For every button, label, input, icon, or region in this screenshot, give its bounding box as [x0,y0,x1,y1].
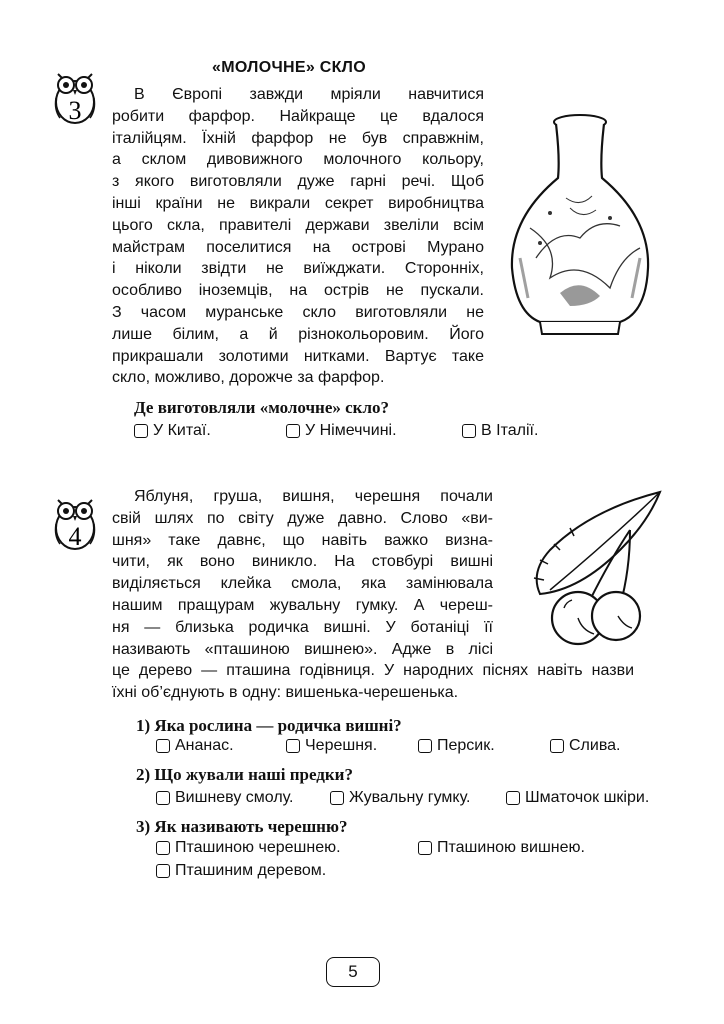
text-line: прикрашали золотими нитками. Вартує таке [112,347,484,365]
text-line: свій шлях по світу дуже давно. Слово «ви- [112,509,493,527]
question-3: Де виготовляли «молочне» скло? [134,398,390,417]
page-number: 5 [326,957,380,987]
text-line: з якого виготовляли дуже гарні речі. Щоб [112,173,484,191]
checkbox-icon[interactable] [134,424,148,438]
checkbox-icon[interactable] [286,424,300,438]
checkbox-icon[interactable] [156,739,170,753]
owl-number: 4 [68,522,82,550]
q4-3-option[interactable] [156,839,341,857]
text-line: особливо іноземців, на острів не пускали. [112,282,484,300]
question-4-2: 2) Що жували наші предки? [136,765,353,784]
q4-3-option[interactable] [418,839,585,857]
owl-number-icon [52,68,98,124]
text-line: шня» таке давнє, що навіть важко визна- [112,531,493,549]
checkbox-icon[interactable] [286,739,300,753]
checkbox-icon[interactable] [330,791,344,805]
option-label: Вишневу смолу. [175,789,294,806]
option-label: Пташиним деревом. [175,862,327,879]
text-line: Яблуня, груша, вишня, черешня почали [134,488,493,505]
option-label: У Німеччині. [305,422,397,439]
text-line: скло, можливо, дорожче за фарфор. [112,369,385,387]
option-label: Пташиною вишнею. [437,839,585,856]
q4-1-option[interactable] [550,737,621,755]
checkbox-icon[interactable] [418,739,432,753]
text-line: італійцям. Їхній фарфор не був справжнім, [112,129,484,147]
text-line: робити фарфор. Найкраще це вдалося [112,107,484,125]
checkbox-icon[interactable] [156,864,170,878]
text-line: В Європі завжди мріяли навчитися [134,86,484,103]
text-line: чити, як воно виникло. На стовбурі вишні [112,553,493,571]
cherry-illustration [520,490,670,650]
owl-number-icon [52,494,98,550]
q4-2-option[interactable] [330,789,470,807]
text-line: це дерево — пташина годівниця. У народних піснях навіть назви [112,662,634,680]
text-line: інші країни не викрали секрет виробництва [112,195,484,212]
owl-number: 3 [68,96,82,124]
text-line: нашим пращурам жувальну гумку. А череш- [112,597,493,614]
q4-2-option[interactable] [156,789,294,807]
text-line: називають «пташиною вишнею». Адже в лісі [112,640,493,658]
option-label: Ананас. [175,737,234,754]
q4-1-option[interactable] [156,737,234,755]
option-label: Шматочок шкіри. [525,789,650,806]
checkbox-icon[interactable] [506,791,520,805]
article-title: «МОЛОЧНЕ» СКЛО [212,59,366,76]
checkbox-icon[interactable] [550,739,564,753]
text-line: а склом дивовижного молочного кольору, [112,151,484,169]
text-line: цього скла, правителі держави звеліли всім [112,216,484,234]
option-label: Пташиною черешнею. [175,839,341,856]
option-label: Жувальну гумку. [349,789,471,806]
q4-1-option[interactable] [418,737,495,755]
q3-option[interactable] [286,422,397,440]
q4-2-option[interactable] [506,789,649,807]
option-label: Персик. [437,737,495,754]
checkbox-icon[interactable] [156,791,170,805]
q4-3-option[interactable] [156,862,326,880]
text-line: лише білим, а й різнокольоровим. Його [112,325,484,343]
option-label: У Китаї. [153,422,211,439]
checkbox-icon[interactable] [418,841,432,855]
option-label: Черешня. [305,737,378,754]
vase-illustration [500,108,660,340]
q4-1-option[interactable] [286,737,377,755]
text-line: і ніколи звідти не виїжджати. Сторонніх, [112,260,484,278]
q3-option[interactable] [134,422,211,440]
text-line: їхні об’єднують в одну: вишенька-черешенька. [112,684,459,702]
text-line: майстрам поселитися на острові Мурано [112,238,484,256]
text-line: ня — близька родичка вишні. У ботаніці її [112,618,493,636]
text-line: З часом муранське скло виготовляли не [112,304,484,321]
option-label: Слива. [569,737,621,754]
option-label: В Італії. [481,422,539,439]
text-line: виділяється клейка смола, яка замінювала [112,575,493,593]
checkbox-icon[interactable] [156,841,170,855]
checkbox-icon[interactable] [462,424,476,438]
q3-option[interactable] [462,422,538,440]
question-4-3: 3) Як називають черешню? [136,817,348,836]
question-4-1: 1) Яка рослина — родичка вишні? [136,716,402,735]
